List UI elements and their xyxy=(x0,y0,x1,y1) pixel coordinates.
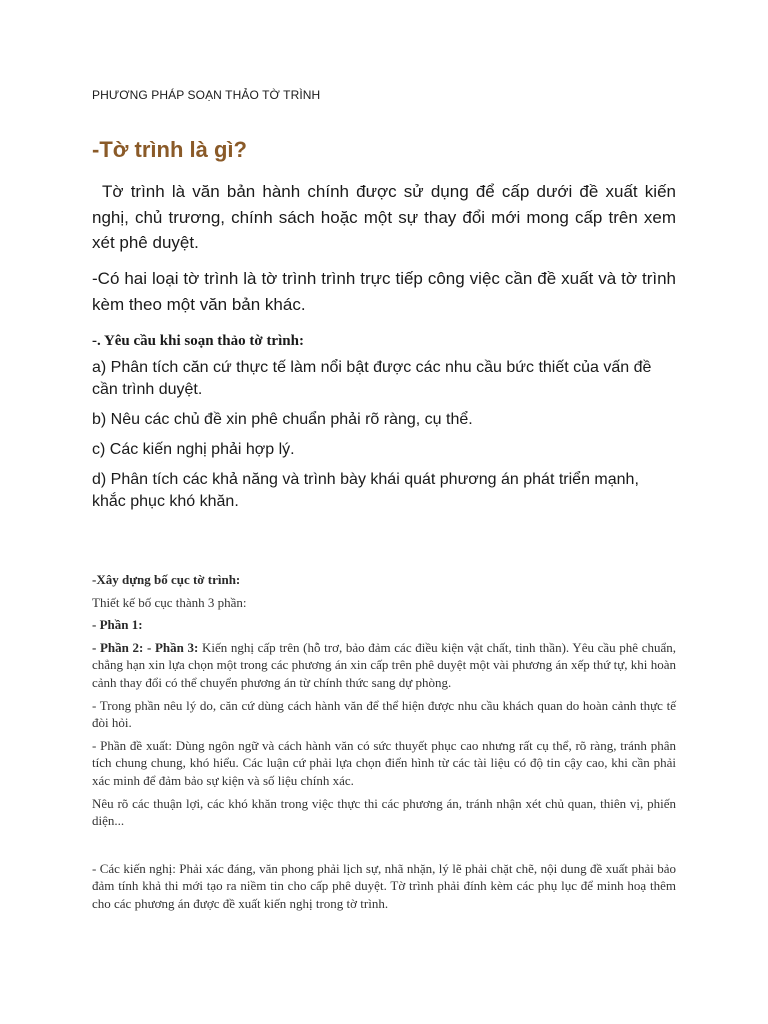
proposal-paragraph: - Phần đề xuất: Dùng ngôn ngữ và cách hành văn có sức thuyết phục cao nhưng rất cụ thể, rõ ràng, tránh phân tích chung chung, khó hiểu. Các luận cứ phải lựa chọn điển hình từ các tài liệu có độ tin cậy cao, khi cần phải xác minh để đảm bảo sự kiện và số liệu chính xác. xyxy=(92,737,676,788)
intro-paragraph-definition: Tờ trình là văn bản hành chính được sử dụng để cấp dưới đề xuất kiến nghị, chủ trương, chính sách hoặc một sự thay đổi mới mong cấp trên xem xét phê duyệt. xyxy=(92,182,676,252)
part-2-paragraph xyxy=(92,639,676,692)
layout-intro: Thiết kế bố cục thành 3 phần: xyxy=(92,594,247,610)
requirement-item-d: d) Phân tích các khả năng và trình bày khái quát phương án phát triển mạnh, khắc phục khó khăn. xyxy=(92,471,639,510)
requirement-item-b: b) Nêu các chủ đề xin phê chuẩn phải rõ ràng, cụ thể. xyxy=(92,411,473,428)
document-title: PHƯƠNG PHÁP SOẠN THẢO TỜ TRÌNH xyxy=(92,88,321,102)
requirements-heading: -. Yêu cầu khi soạn thảo tờ trình: xyxy=(92,333,304,349)
part-1-label: - Phần 1: xyxy=(92,617,143,633)
recommendations-paragraph: - Các kiến nghị: Phải xác đáng, văn phong phải lịch sự, nhã nhặn, lý lẽ phải chặt chẽ, nội dung đề xuất phải bảo đảm tính khả thi mới tạo ra niềm tin cho cấp phê duyệt. Tờ trình phải đính kèm các phụ lục để minh hoạ thêm cho các phương án được đề xuất kiến nghị trong tờ trình. xyxy=(92,860,676,911)
layout-section xyxy=(92,571,676,918)
part-2-text: Kiến nghị cấp trên (hỗ trơ, bảo đảm các điều kiện vật chất, tinh thần). Yêu cầu phê chuẩn, chẳng hạn xin lựa chọn một trong các phương án xin cấp trên phê duyệt một vài phương án xếp thứ tự, khi hoàn cảnh thay đổi có thể chuyển phương án từ chính thức sang dự phòng. xyxy=(92,639,676,690)
part-2-label: - Phần 2: - Phần 3: xyxy=(92,639,199,655)
reasons-paragraph: - Trong phần nêu lý do, căn cứ dùng cách hành văn để thể hiện được nhu cầu khách quan do hoàn cảnh thực tế đòi hỏi. xyxy=(92,697,676,731)
requirement-item-c: c) Các kiến nghị phải hợp lý. xyxy=(92,441,295,458)
clarify-paragraph: Nêu rõ các thuận lợi, các khó khăn trong việc thực thi các phương án, tránh nhận xét chủ quan, thiên vị, phiến diện... xyxy=(92,795,676,829)
layout-heading: -Xây dựng bố cục tờ trình: xyxy=(92,572,241,587)
requirement-item-a: a) Phân tích căn cứ thực tế làm nổi bật được các nhu cầu bức thiết của vấn đề cần trình duyệt. xyxy=(92,359,652,398)
requirements-list xyxy=(92,357,676,521)
intro-paragraph-types: -Có hai loại tờ trình là tờ trình trình trực tiếp công việc cần đề xuất và tờ trình kèm theo một văn bản khác. xyxy=(92,269,676,314)
section-heading-what-is: -Tờ trình là gì? xyxy=(92,137,247,162)
